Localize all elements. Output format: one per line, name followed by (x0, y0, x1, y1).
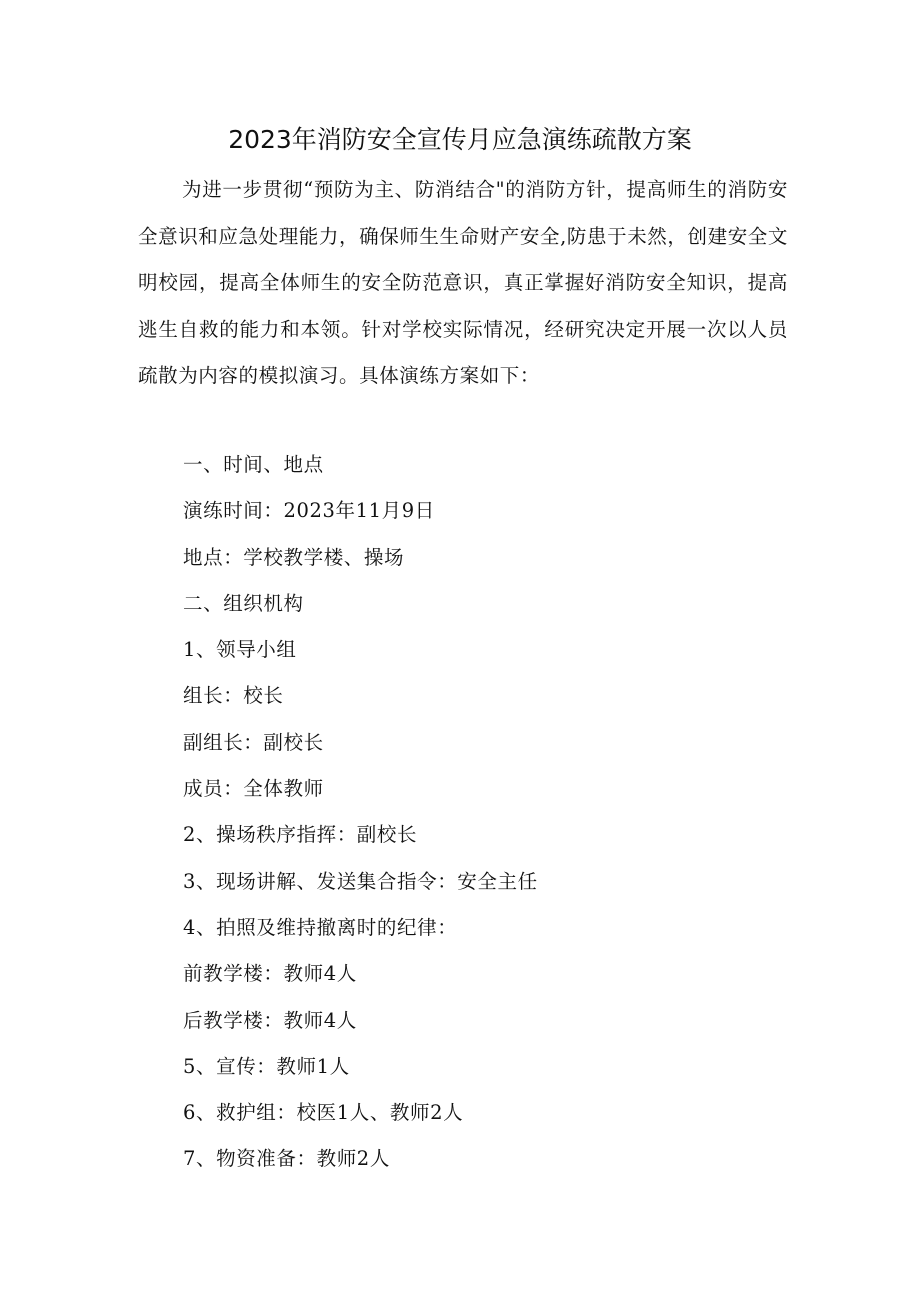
drill-time-line: 演练时间：2023年11月9日 (183, 499, 435, 523)
rescue-team-line: 6、救护组：校医1人、教师2人 (183, 1101, 464, 1125)
intro-paragraph: 为进一步贯彻“预防为主、防消结合"的消防方针，提高师生的消防安全意识和应急处理能力，确保师生生命财产安全,防患于未然，创建安全文明校园，提高全体师生的安全防范意识，真正掌握好消防安全知识，提高逃生自救的能力和本领。针对学校实际情况，经研究决定开展一次以人员疏散为内容的模拟演习。具体演练方案如下： (138, 178, 788, 387)
supplies-line: 7、物资准备：教师2人 (183, 1147, 390, 1171)
back-building-line: 后教学楼：教师4人 (183, 1008, 357, 1032)
members-line: 成员：全体教师 (183, 777, 324, 801)
on-site-explanation-line: 3、现场讲解、发送集合指令：安全主任 (183, 869, 538, 893)
leadership-group-heading: 1、领导小组 (183, 638, 297, 662)
plan-items (183, 442, 783, 1183)
publicity-line: 5、宣传：教师1人 (183, 1054, 350, 1078)
playground-commander-line: 2、操场秩序指挥：副校长 (183, 823, 418, 847)
section-heading-organization: 二、组织机构 (183, 591, 304, 615)
section-heading-time-place: 一、时间、地点 (183, 453, 324, 476)
deputy-leader-line: 副组长：副校长 (183, 730, 324, 754)
front-building-line: 前教学楼：教师4人 (183, 962, 357, 986)
drill-place-line: 地点：学校教学楼、操场 (183, 545, 405, 569)
document-title: 2023年消防安全宣传月应急演练疏散方案 (228, 125, 692, 154)
photo-discipline-line: 4、拍照及维持撤离时的纪律： (183, 915, 458, 939)
group-leader-line: 组长：校长 (183, 684, 284, 708)
